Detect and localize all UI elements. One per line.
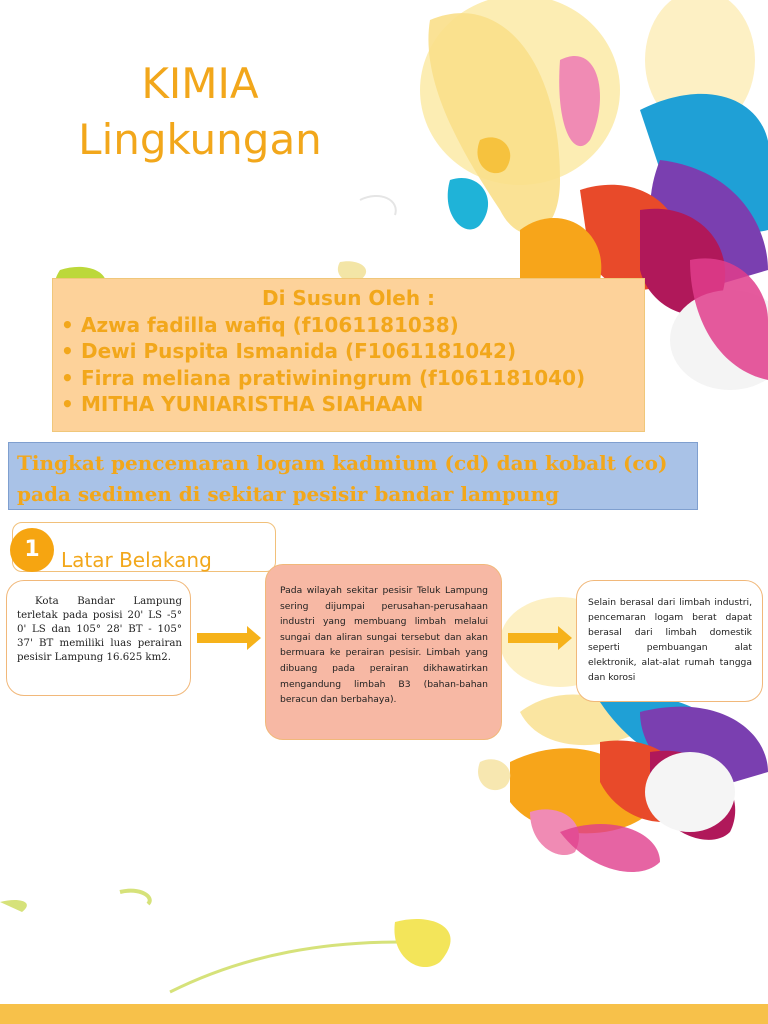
author-item: • Azwa fadilla wafiq (f1061181038) <box>57 312 644 339</box>
topic-banner <box>8 442 698 510</box>
title-line-1: KIMIA <box>141 59 259 108</box>
right-arrow-icon <box>197 626 261 650</box>
banner-line-1: Tingkat pencemaran logam kadmium (cd) dan kobalt (co) <box>17 451 668 475</box>
presentation-title <box>60 56 340 168</box>
section-number-badge: 1 <box>10 528 54 572</box>
slide-2 <box>0 432 768 1024</box>
location-text: Kota Bandar Lampung terletak pada posisi 20' LS -5° 0' LS dan 105° 28' BT - 105° 37' BT memiliki luas perairan pesisir Lampung 16.625 km2. <box>17 596 182 663</box>
location-box <box>6 580 191 696</box>
section-label: Latar Belakang <box>61 548 212 572</box>
slide-1 <box>0 0 768 432</box>
authors-box <box>52 278 645 432</box>
right-arrow-icon <box>508 626 572 650</box>
domestic-waste-box: Selain berasal dari limbah industri, pencemaran logam berat dapat berasal dari limbah domestik seperti pembuangan alat elektronik, alat-alat rumah tangga dan korosi <box>576 580 763 702</box>
authors-list <box>53 312 644 418</box>
author-item: • Dewi Puspita Ismanida (F1061181042) <box>57 338 644 365</box>
title-line-2: Lingkungan <box>78 115 322 164</box>
industry-waste-box: Pada wilayah sekitar pesisir Teluk Lampung sering dijumpai perusahan-perusahaan industri yang membuang limbah melalui sungai dan aliran sungai tersebut dan akan bermuara ke perairan pesisir. Limbah yang dibuang pada perairan dikhawatirkan mengandung limbah B3 (bahan-bahan beracun dan berbahaya). <box>265 564 502 740</box>
author-item: • Firra meliana pratiwiningrum (f1061181040) <box>57 365 644 392</box>
author-item: • MITHA YUNIARISTHA SIAHAAN <box>57 391 644 418</box>
authors-heading: Di Susun Oleh : <box>261 286 436 310</box>
bottom-bar <box>0 1004 768 1024</box>
banner-line-2: pada sedimen di sekitar pesisir bandar lampung <box>17 482 560 506</box>
